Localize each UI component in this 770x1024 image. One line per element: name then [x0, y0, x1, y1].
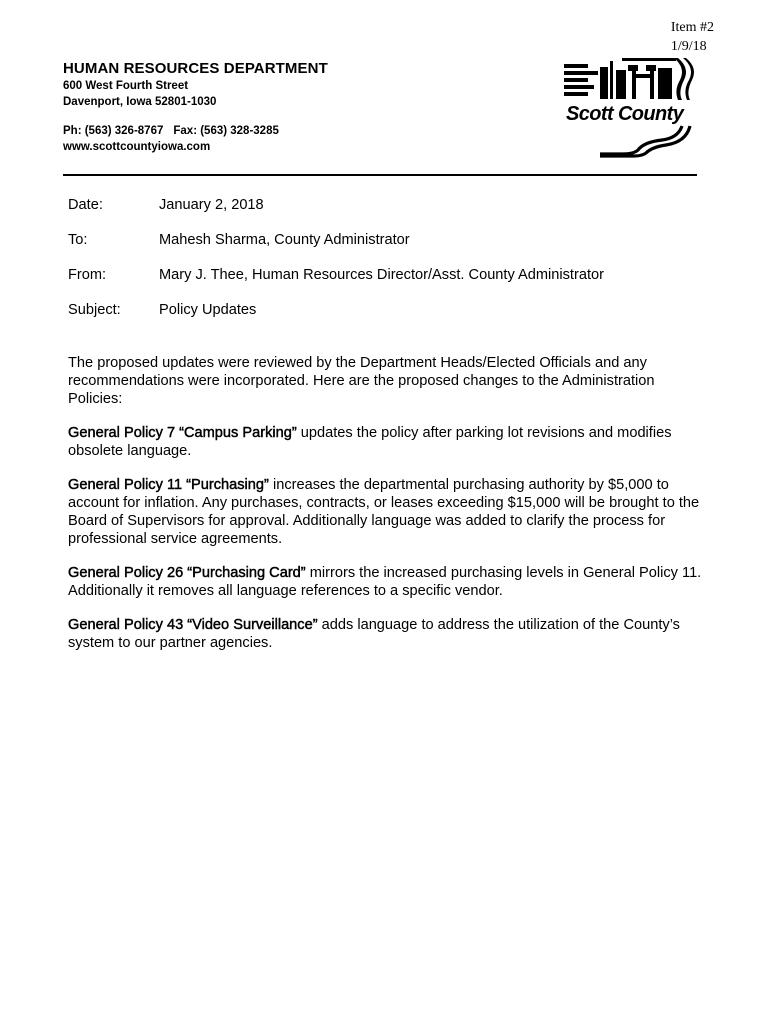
item-number: Item #2 — [670, 20, 714, 35]
subject-value: Policy Updates — [159, 302, 257, 318]
website-link[interactable]: www.scottcountyiowa.com — [63, 140, 211, 153]
city-state-zip: Davenport, Iowa 52801-1030 — [63, 96, 217, 108]
memo-subject-row — [68, 301, 708, 336]
department-name: HUMAN RESOURCES DEPARTMENT — [63, 60, 328, 77]
to-value: Mahesh Sharma, County Administrator — [159, 232, 410, 248]
fax-number: Fax: (563) 328-3285 — [173, 125, 279, 137]
street-address: 600 West Fourth Street — [63, 80, 189, 92]
from-value: Mary J. Thee, Human Resources Director/Asst. County Administrator — [159, 267, 604, 283]
intro-paragraph: The proposed updates were reviewed by the Department Heads/Elected Officials and any recommendations were incorporated. Here are the proposed changes to the Administration Policies: — [68, 355, 655, 407]
from-label: From: — [68, 267, 107, 283]
policy-description: increases the departmental purchasing authority by $5,000 to account for inflation. Any purchases, contracts, or leases exceeding $15,000 will be brought to the Board of Supervisors for approval. Additionally language was added to clarify the process for professional service agreements. — [68, 477, 700, 547]
scott-county-logo — [562, 56, 704, 160]
item-date: 1/9/18 — [670, 39, 707, 54]
policy-paragraph — [68, 616, 708, 652]
policy-description: mirrors the increased purchasing levels in General Policy 11. Additionally it removes all language references to a specific vendor. — [68, 565, 702, 599]
policy-title: General Policy 11 “Purchasing” — [68, 477, 269, 493]
contact-block — [63, 124, 513, 155]
phone-fax-line — [63, 124, 513, 140]
memo-body — [68, 354, 708, 668]
memo-to-row — [68, 231, 708, 266]
policy-title: General Policy 26 “Purchasing Card” — [68, 565, 306, 581]
policy-paragraph — [68, 476, 708, 548]
header-divider — [63, 174, 697, 176]
logo-wordmark: Scott County — [566, 103, 684, 125]
policy-title: General Policy 43 “Video Surveillance” — [68, 617, 318, 633]
policy-paragraph — [68, 424, 708, 460]
river-graphic — [600, 126, 690, 156]
policy-description: updates the policy after parking lot revisions and modifies obsolete language. — [68, 425, 672, 459]
to-label: To: — [68, 232, 88, 248]
policy-paragraph — [68, 564, 708, 600]
date-value: January 2, 2018 — [159, 197, 264, 213]
memo-header — [68, 196, 708, 336]
memo-from-row — [68, 266, 708, 301]
item-stamp — [671, 18, 714, 56]
policy-title: General Policy 7 “Campus Parking” — [68, 425, 297, 441]
policy-description: adds language to address the utilization of the County’s system to our partner agencies. — [68, 617, 680, 651]
memo-date-row — [68, 196, 708, 231]
phone-number: Ph: (563) 326-8767 — [63, 125, 164, 137]
subject-label: Subject: — [68, 302, 121, 318]
letterhead — [63, 60, 513, 155]
date-label: Date: — [68, 197, 103, 213]
skyline-graphic — [564, 58, 694, 100]
